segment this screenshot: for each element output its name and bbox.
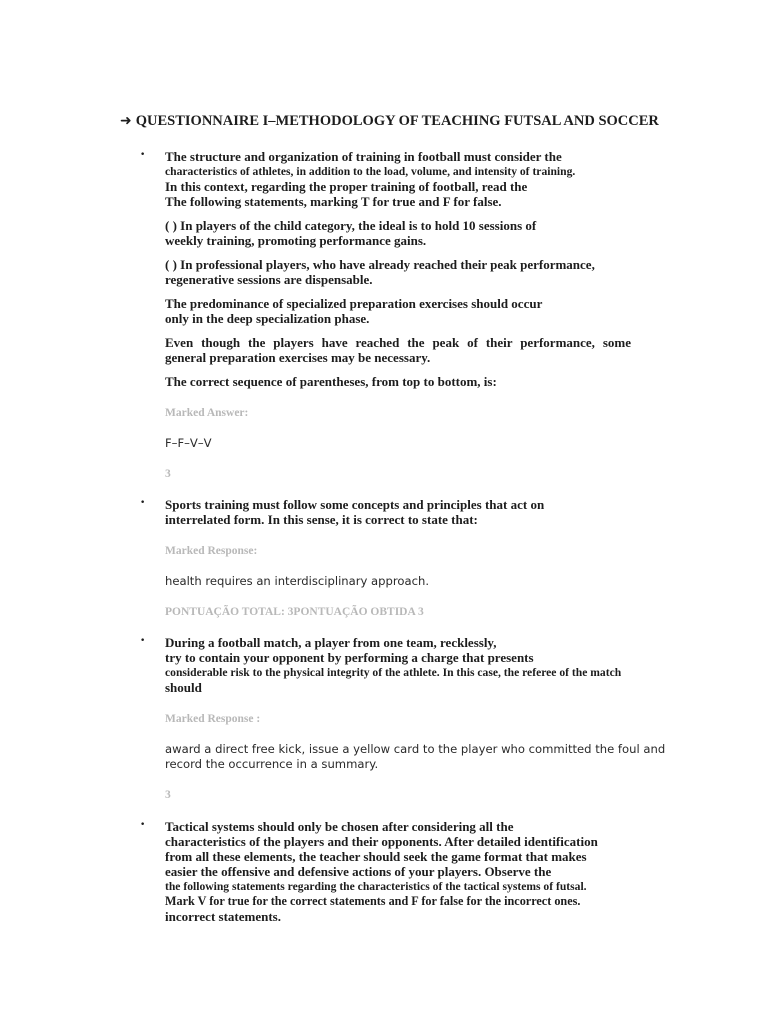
question-1-line-2: characteristics of athletes, in addition to the load, volume, and intensity of training. bbox=[165, 165, 576, 178]
bullet-icon: • bbox=[140, 150, 146, 160]
question-4-line-1: Tactical systems should only be chosen after considering all the bbox=[165, 819, 514, 834]
question-4-line-2: characteristics of the players and their opponents. After detailed identification bbox=[165, 834, 598, 849]
question-4-line-7: incorrect statements. bbox=[165, 909, 281, 924]
marked-response-label: Marked Response : bbox=[165, 713, 261, 725]
question-3-line-4: should bbox=[165, 680, 202, 695]
statement-2-line-2: regenerative sessions are dispensable. bbox=[165, 272, 373, 287]
statement-4-line-2: general preparation exercises may be necessary. bbox=[165, 350, 431, 365]
marked-answer-value: F–F–V–V bbox=[165, 436, 212, 450]
question-4-line-5: the following statements regarding the characteristics of the tactical systems of futsal. bbox=[165, 880, 587, 893]
question-3-line-3: considerable risk to the physical integrity of the athlete. In this case, the referee of the match bbox=[165, 666, 622, 679]
statement-2-line-1: ( ) In professional players, who have already reached their peak performance, bbox=[165, 257, 595, 272]
bullet-icon: • bbox=[140, 498, 146, 508]
marked-answer-label: Marked Answer: bbox=[165, 407, 249, 419]
marked-response-line-2: record the occurrence in a summary. bbox=[165, 757, 379, 771]
score-value: 3 bbox=[165, 789, 171, 801]
question-4-line-4: easier the offensive and defensive actions of your players. Observe the bbox=[165, 864, 552, 879]
question-1-line-3: In this context, regarding the proper training of football, read the bbox=[165, 179, 528, 194]
statement-1-line-1: ( ) In players of the child category, the ideal is to hold 10 sessions of bbox=[165, 218, 537, 233]
question-2-line-1: Sports training must follow some concepts and principles that act on bbox=[165, 497, 545, 512]
sequence-prompt: The correct sequence of parentheses, from top to bottom, is: bbox=[165, 374, 497, 389]
marked-response-line-1: award a direct free kick, issue a yellow card to the player who committed the foul and bbox=[165, 742, 666, 756]
question-4-line-6: Mark V for true for the correct statements and F for false for the incorrect ones. bbox=[165, 894, 581, 908]
statement-3-line-1: The predominance of specialized preparation exercises should occur bbox=[165, 296, 543, 311]
statement-3-line-2: only in the deep specialization phase. bbox=[165, 311, 370, 326]
question-4-line-3: from all these elements, the teacher should seek the game format that makes bbox=[165, 849, 587, 864]
bullet-icon: • bbox=[140, 636, 146, 646]
page-title bbox=[120, 112, 720, 130]
marked-response-label: Marked Response: bbox=[165, 545, 258, 557]
question-3-line-1: During a football match, a player from one team, recklessly, bbox=[165, 635, 497, 650]
score-line: PONTUAÇÃO TOTAL: 3PONTUAÇÃO OBTIDA 3 bbox=[165, 606, 424, 618]
statement-1-line-2: weekly training, promoting performance gains. bbox=[165, 233, 427, 248]
question-1-line-4: The following statements, marking T for true and F for false. bbox=[165, 194, 502, 209]
page-title-text: QUESTIONNAIRE I–METHODOLOGY OF TEACHING FUTSAL AND SOCCER bbox=[135, 113, 659, 129]
arrow-right-icon: ➜ bbox=[120, 113, 132, 129]
statement-4-line-1: Even though the players have reached the peak of their performance, some bbox=[165, 335, 631, 350]
score-value: 3 bbox=[165, 468, 171, 480]
question-3-line-2: try to contain your opponent by performing a charge that presents bbox=[165, 650, 534, 665]
question-2-line-2: interrelated form. In this sense, it is correct to state that: bbox=[165, 512, 478, 527]
question-1-line-1: The structure and organization of training in football must consider the bbox=[165, 149, 562, 164]
marked-response-value: health requires an interdisciplinary approach. bbox=[165, 574, 430, 588]
bullet-icon: • bbox=[140, 820, 146, 830]
